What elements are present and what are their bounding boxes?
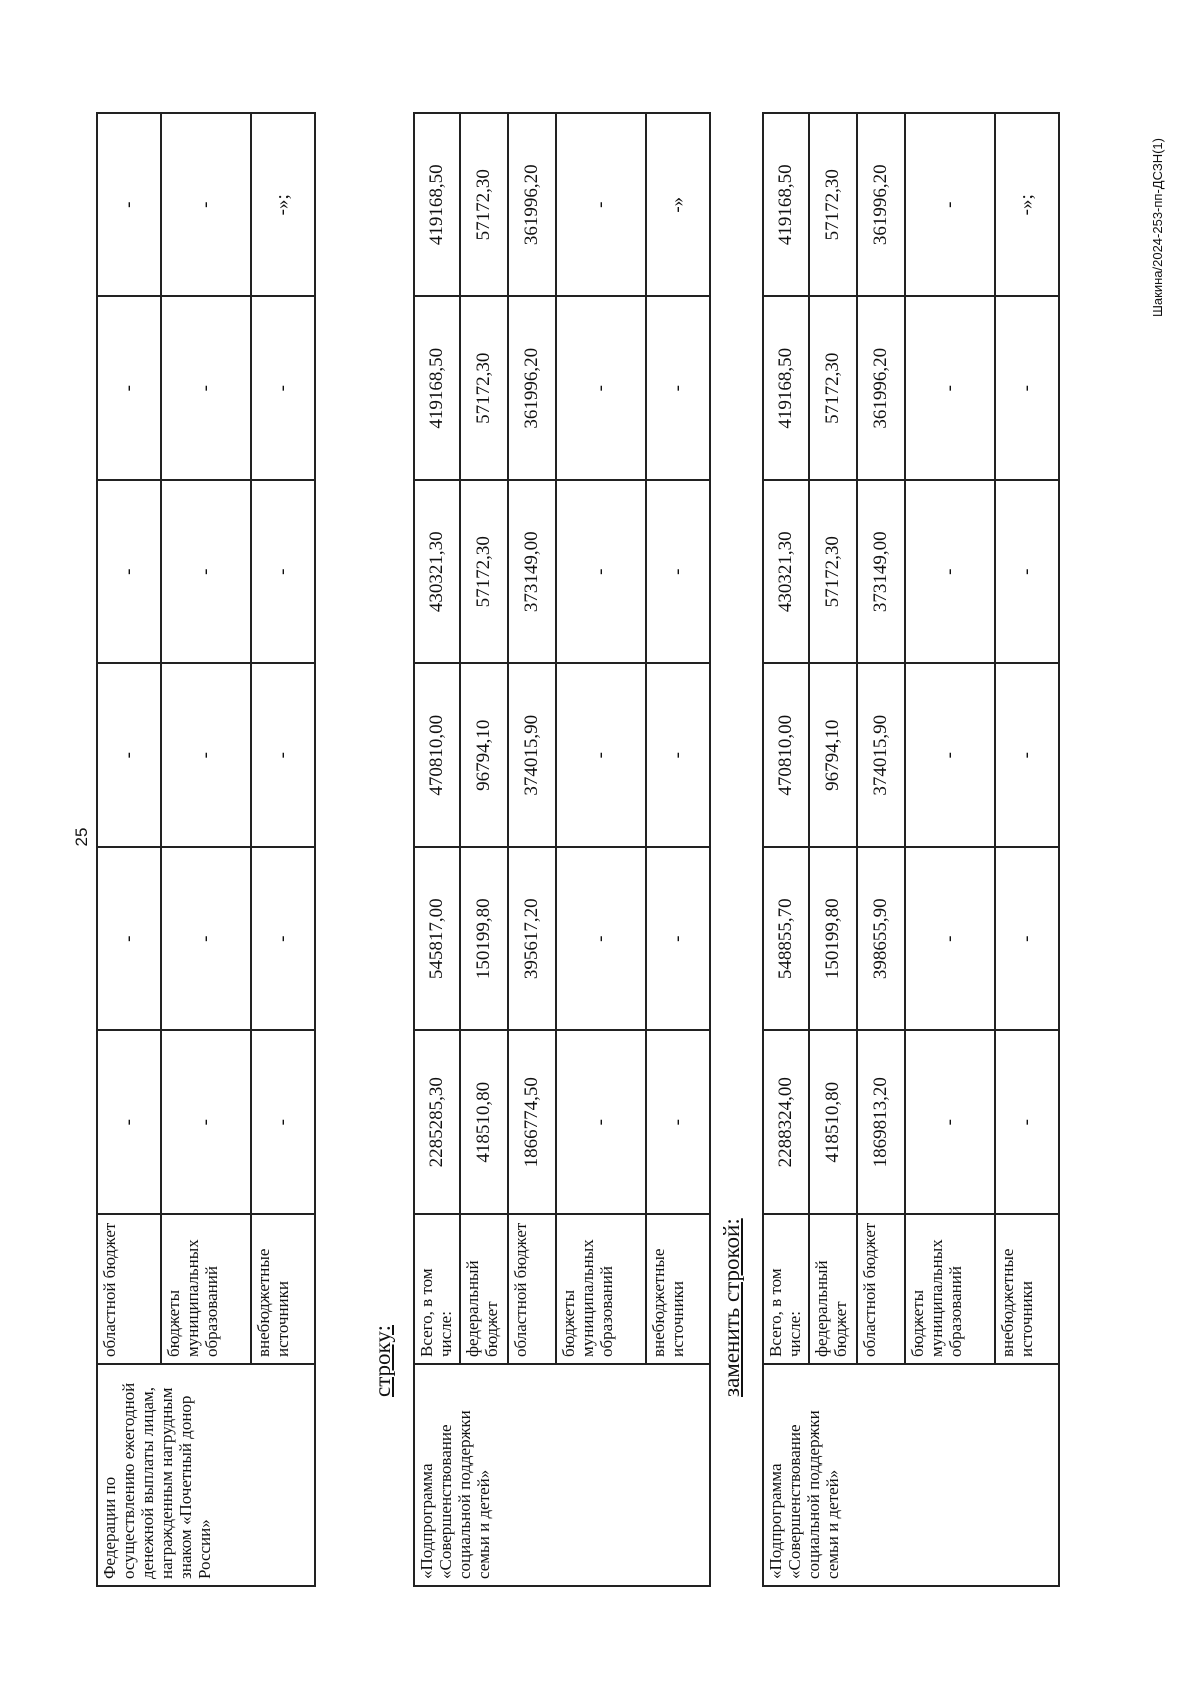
table-row: [763, 113, 809, 1586]
value-cell: -: [995, 297, 1059, 481]
value-cell: 361996,20: [857, 297, 905, 481]
budget-table-continuation: [96, 112, 316, 1587]
value-cell: 57172,30: [460, 113, 508, 297]
value-cell: 395617,20: [508, 847, 556, 1031]
caption-replace-with: заменить строкой:: [719, 1218, 744, 1397]
value-cell: 2285285,30: [414, 1031, 460, 1215]
value-cell: 418510,80: [460, 1031, 508, 1215]
funding-source-label: внебюджетные источники: [995, 1214, 1059, 1364]
value-cell: 150199,80: [809, 847, 857, 1031]
value-cell: -: [905, 113, 995, 297]
value-cell: 373149,00: [508, 480, 556, 664]
value-cell: 419168,50: [414, 297, 460, 481]
value-cell: -: [556, 480, 646, 664]
value-cell: -: [556, 847, 646, 1031]
value-cell: -: [646, 480, 710, 664]
value-cell: -: [161, 113, 251, 297]
value-cell: 470810,00: [414, 664, 460, 848]
value-cell: -: [556, 113, 646, 297]
value-cell: -: [161, 297, 251, 481]
value-cell: 548855,70: [763, 847, 809, 1031]
value-cell: -: [995, 847, 1059, 1031]
value-cell: -»: [646, 113, 710, 297]
value-cell: -: [161, 847, 251, 1031]
value-cell: -»;: [995, 113, 1059, 297]
value-cell: -: [251, 297, 315, 481]
funding-source-label: Всего, в том числе:: [763, 1214, 809, 1364]
value-cell: 57172,30: [460, 297, 508, 481]
value-cell: -: [646, 664, 710, 848]
value-cell: -»;: [251, 113, 315, 297]
value-cell: 418510,80: [809, 1031, 857, 1215]
funding-source-label: федеральный бюджет: [809, 1214, 857, 1364]
value-cell: 96794,10: [460, 664, 508, 848]
table-row: [414, 113, 460, 1586]
funding-source-label: областной бюджет: [508, 1214, 556, 1364]
value-cell: -: [97, 847, 161, 1031]
value-cell: -: [556, 1031, 646, 1215]
value-cell: 361996,20: [857, 113, 905, 297]
value-cell: -: [97, 1031, 161, 1215]
funding-source-label: внебюджетные источники: [251, 1214, 315, 1364]
value-cell: -: [905, 1031, 995, 1215]
program-title-cell: «Подпрограмма «Совершенствование социальной поддержки семьи и детей»: [763, 1364, 1059, 1586]
value-cell: 470810,00: [763, 664, 809, 848]
budget-table-old: [413, 112, 711, 1587]
value-cell: -: [995, 664, 1059, 848]
budget-table-new: [762, 112, 1060, 1587]
funding-source-label: федеральный бюджет: [460, 1214, 508, 1364]
value-cell: 1866774,50: [508, 1031, 556, 1215]
funding-source-label: бюджеты муниципальных образований: [161, 1214, 251, 1364]
program-title-cell: «Подпрограмма «Совершенствование социальной поддержки семьи и детей»: [414, 1364, 710, 1586]
value-cell: 419168,50: [763, 297, 809, 481]
funding-source-label: областной бюджет: [857, 1214, 905, 1364]
value-cell: -: [556, 664, 646, 848]
value-cell: -: [97, 297, 161, 481]
value-cell: 1869813,20: [857, 1031, 905, 1215]
value-cell: 57172,30: [809, 297, 857, 481]
value-cell: -: [251, 1031, 315, 1215]
value-cell: -: [556, 297, 646, 481]
value-cell: 96794,10: [809, 664, 857, 848]
funding-source-label: бюджеты муниципальных образований: [905, 1214, 995, 1364]
value-cell: -: [251, 847, 315, 1031]
value-cell: -: [646, 297, 710, 481]
value-cell: -: [97, 480, 161, 664]
caption-row: строку:: [370, 1325, 395, 1397]
value-cell: -: [161, 1031, 251, 1215]
value-cell: -: [905, 297, 995, 481]
value-cell: -: [161, 664, 251, 848]
value-cell: -: [97, 664, 161, 848]
value-cell: -: [97, 113, 161, 297]
value-cell: 545817,00: [414, 847, 460, 1031]
value-cell: -: [905, 664, 995, 848]
value-cell: 398655,90: [857, 847, 905, 1031]
funding-source-label: Всего, в том числе:: [414, 1214, 460, 1364]
program-title-cell: Федерации по осуществлению ежегодной денежной выплаты лицам, награжденным нагрудным знаком «Почетный донор России»: [97, 1364, 315, 1586]
value-cell: -: [646, 847, 710, 1031]
value-cell: 419168,50: [414, 113, 460, 297]
value-cell: -: [905, 847, 995, 1031]
value-cell: 361996,20: [508, 297, 556, 481]
value-cell: -: [995, 1031, 1059, 1215]
value-cell: 430321,30: [414, 480, 460, 664]
funding-source-label: бюджеты муниципальных образований: [556, 1214, 646, 1364]
funding-source-label: областной бюджет: [97, 1214, 161, 1364]
value-cell: 2288324,00: [763, 1031, 809, 1215]
value-cell: -: [646, 1031, 710, 1215]
value-cell: -: [161, 480, 251, 664]
value-cell: -: [905, 480, 995, 664]
value-cell: 150199,80: [460, 847, 508, 1031]
value-cell: 57172,30: [809, 480, 857, 664]
value-cell: 57172,30: [460, 480, 508, 664]
funding-source-label: внебюджетные источники: [646, 1214, 710, 1364]
value-cell: 373149,00: [857, 480, 905, 664]
value-cell: -: [251, 480, 315, 664]
value-cell: 430321,30: [763, 480, 809, 664]
value-cell: 361996,20: [508, 113, 556, 297]
value-cell: 374015,90: [508, 664, 556, 848]
document-code: Шакина/2024-253-пп-ДСЗН(1): [1150, 138, 1165, 317]
page-number: 25: [72, 827, 91, 847]
value-cell: 419168,50: [763, 113, 809, 297]
value-cell: -: [251, 664, 315, 848]
table-row: [97, 113, 161, 1586]
value-cell: 374015,90: [857, 664, 905, 848]
value-cell: 57172,30: [809, 113, 857, 297]
value-cell: -: [995, 480, 1059, 664]
